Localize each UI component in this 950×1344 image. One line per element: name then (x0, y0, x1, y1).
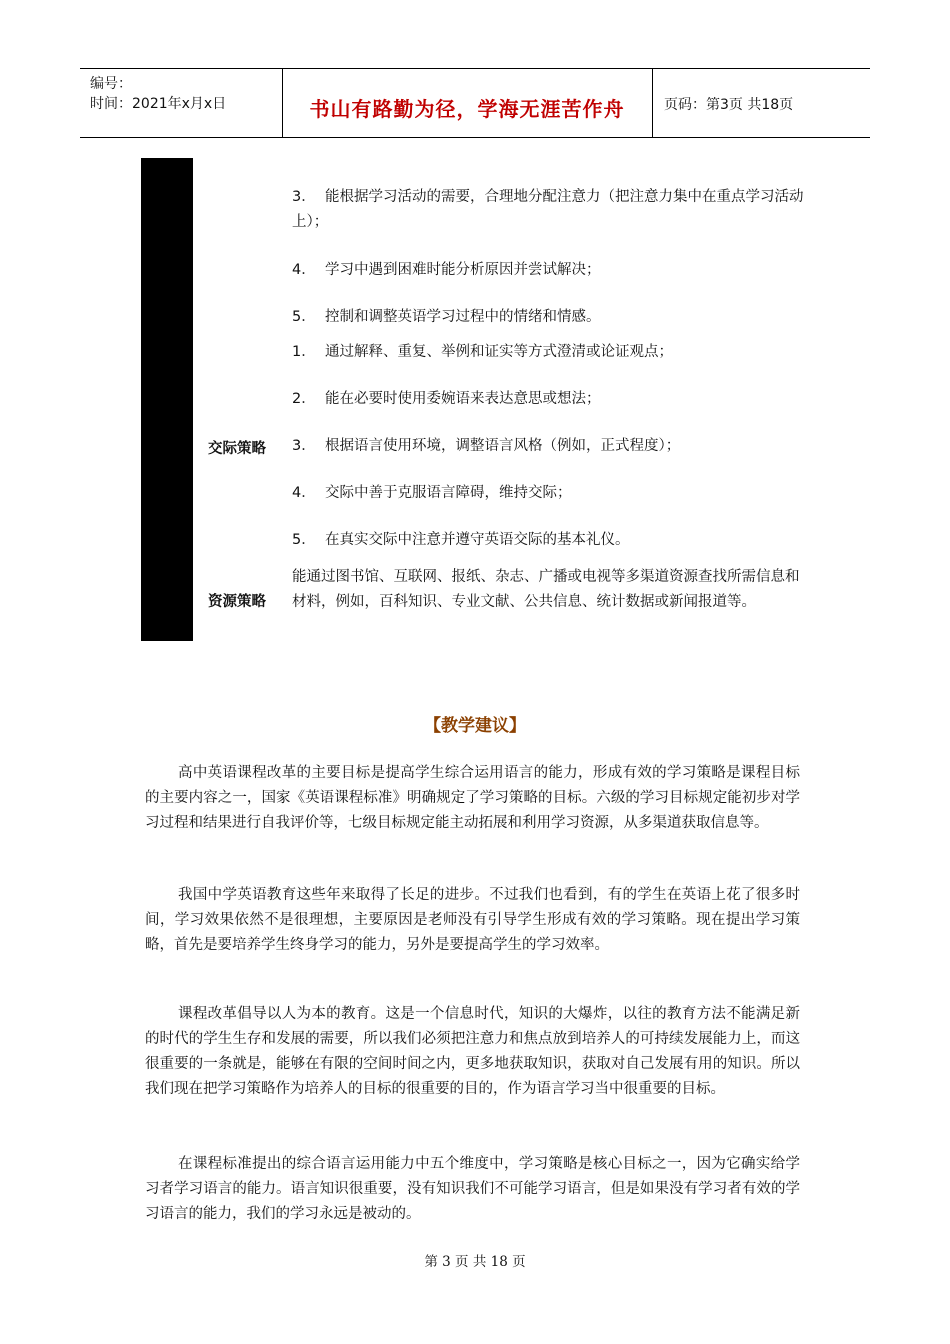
item-number: 3． (292, 438, 316, 454)
list-item (292, 305, 807, 330)
list-item (292, 387, 807, 412)
list-item (292, 258, 807, 283)
item-text: 通过解释、重复、举例和证实等方式澄清或论证观点； (325, 344, 673, 360)
resource-strategy-label: 资源策略 (208, 594, 266, 610)
section-title: 【教学建议】 (424, 716, 526, 736)
list-item (292, 434, 807, 459)
item-text: 学习中遇到困难时能分析原因并尝试解决； (325, 262, 601, 278)
item-number: 1． (292, 344, 316, 360)
item-number: 4． (292, 485, 316, 501)
list-item (292, 185, 807, 235)
communicative-strategy-label: 交际策略 (208, 441, 266, 457)
page-header (80, 68, 870, 138)
item-number: 4． (292, 262, 316, 278)
list-item (292, 528, 807, 553)
item-text: 交际中善于克服语言障碍，维持交际； (325, 485, 572, 501)
resource-strategy-text: 能通过图书馆、互联网、报纸、杂志、广播或电视等多渠道资源查找所需信息和材料，例如，百科知识、专业文献、公共信息、统计数据或新闻报道等。 (292, 569, 800, 610)
table-left-column-bar (141, 158, 193, 641)
header-info-cell (80, 69, 283, 137)
paragraph: 课程改革倡导以人为本的教育。这是一个信息时代，知识的大爆炸，以往的教育方法不能满足新的时代的学生生存和发展的需要，所以我们必须把注意力和焦点放到培养人的可持续发展能力上，而这很重要的一条就是，能够在有限的空间时间之内，更多地获取知识，获取对自己发展有用的知识。所以我们现在把学习策略作为培养人的目标的很重要的目的，作为语言学习当中很重要的目标。 (145, 1006, 800, 1097)
item-text: 控制和调整英语学习过程中的情绪和情感。 (325, 309, 601, 325)
time-label: 时间：2021年x月x日 (90, 96, 227, 112)
item-number: 3． (292, 189, 316, 205)
item-text: 在真实交际中注意并遵守英语交际的基本礼仪。 (325, 532, 630, 548)
item-text: 能在必要时使用委婉语来表达意思或想法； (325, 391, 601, 407)
code-label: 编号： (90, 76, 132, 92)
slogan: 书山有路勤为径，学海无涯苦作舟 (309, 97, 625, 121)
paragraph: 高中英语课程改革的主要目标是提高学生综合运用语言的能力，形成有效的学习策略是课程目标的主要内容之一，国家《英语课程标准》明确规定了学习策略的目标。六级的学习目标规定能初步对学习过程和结果进行自我评价等，七级目标规定能主动拓展和利用学习资源，从多渠道获取信息等。 (145, 765, 800, 831)
item-text: 能根据学习活动的需要，合理地分配注意力（把注意力集中在重点学习活动上）； (292, 189, 804, 230)
list-item (292, 481, 807, 506)
item-number: 5． (292, 532, 316, 548)
page-footer: 第 3 页 共 18 页 (424, 1254, 526, 1270)
item-number: 2． (292, 391, 316, 407)
item-number: 5． (292, 309, 316, 325)
list-item (292, 340, 807, 365)
item-text: 根据语言使用环境，调整语言风格（例如，正式程度）； (325, 438, 681, 454)
page-label: 页码：第3页 共18页 (664, 97, 794, 113)
header-slogan-cell (282, 69, 653, 137)
paragraph: 在课程标准提出的综合语言运用能力中五个维度中，学习策略是核心目标之一，因为它确实给学习者学习语言的能力。语言知识很重要，没有知识我们不可能学习语言，但是如果没有学习者有效的学习语言的能力，我们的学习永远是被动的。 (145, 1156, 800, 1222)
header-page-cell (652, 69, 870, 137)
paragraph: 我国中学英语教育这些年来取得了长足的进步。不过我们也看到，有的学生在英语上花了很多时间，学习效果依然不是很理想，主要原因是老师没有引导学生形成有效的学习策略。现在提出学习策略，首先是要培养学生终身学习的能力，另外是要提高学生的学习效率。 (145, 887, 800, 953)
